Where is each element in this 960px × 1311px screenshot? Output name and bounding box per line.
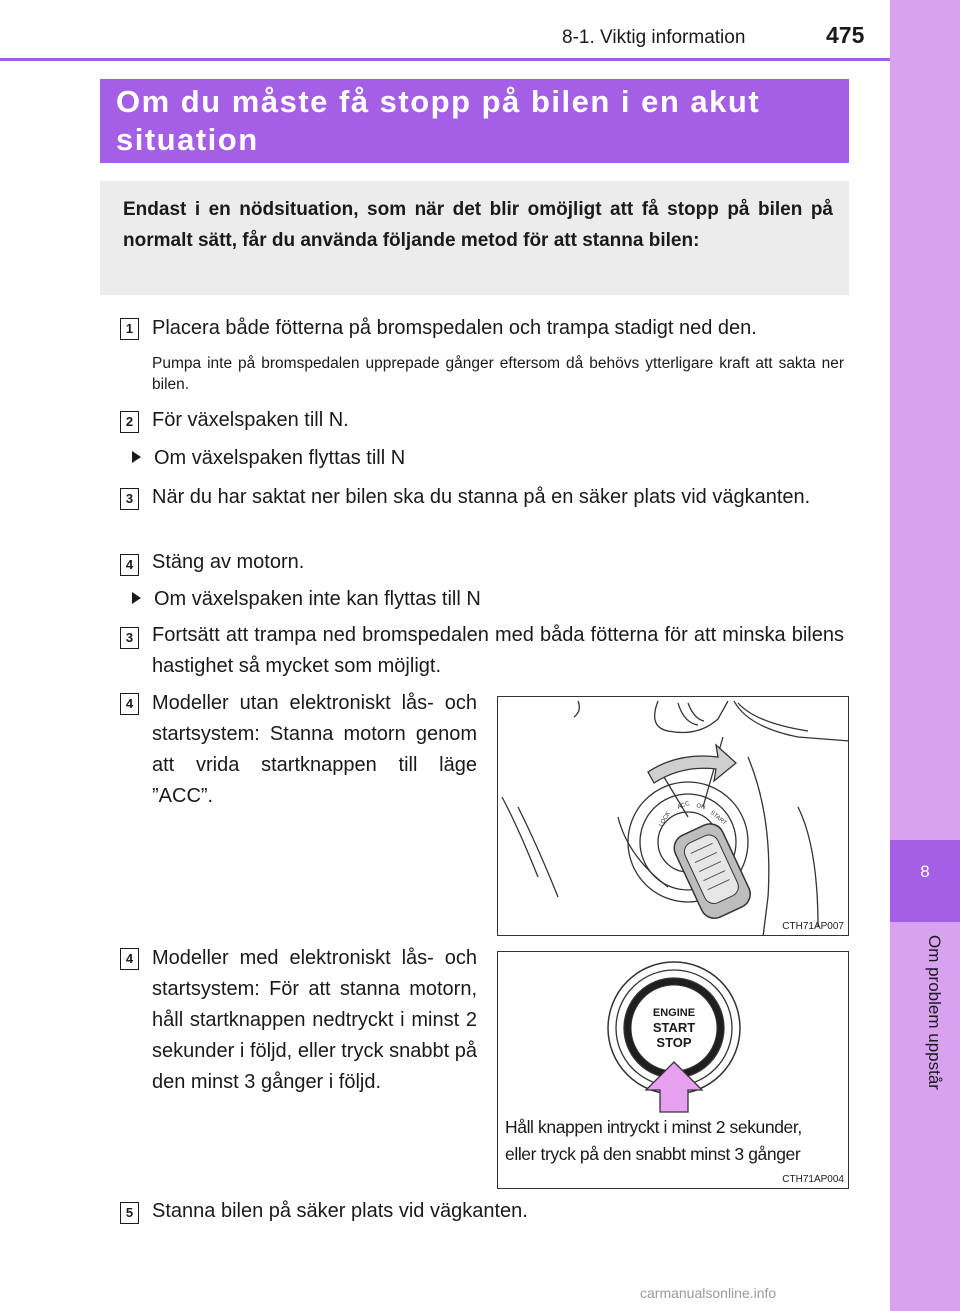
step-text: För växelspaken till N. [152, 409, 349, 431]
page-title: Om du måste få stopp på bilen i en akut situation [116, 84, 761, 157]
step-number: 5 [120, 1202, 139, 1224]
section-title: 8-1. Viktig information [562, 27, 746, 48]
step-text: Modeller utan elektroniskt lås- och startsystem: Stanna motorn genom att vrida startknappen till läge ”ACC”. [152, 692, 477, 807]
step-number: 2 [120, 411, 139, 433]
step-number: 3 [120, 488, 139, 510]
figure-code: CTH71AP004 [782, 1174, 844, 1185]
step-text: När du har saktat ner bilen ska du stanna på en säker plats vid vägkanten. [152, 486, 811, 508]
figure-caption-line: eller tryck på den snabbt minst 3 gånger [505, 1144, 801, 1164]
header-divider [0, 58, 890, 61]
intro-box [100, 181, 849, 295]
step-note: Pumpa inte på bromspedalen upprepade gånger eftersom då behövs ytterligare kraft att sakta ner bilen. [152, 355, 844, 393]
svg-text:ON: ON [695, 803, 706, 812]
svg-text:START: START [708, 809, 728, 827]
rotate-arrow-icon [648, 745, 736, 783]
step-number: 4 [120, 554, 139, 576]
svg-text:START: START [652, 1020, 696, 1035]
bullet-text: Om växelspaken flyttas till N [154, 447, 406, 469]
svg-text:STOP: STOP [656, 1035, 692, 1050]
arrow-bullet-icon [132, 451, 141, 463]
figure-code: CTH71AP007 [782, 921, 844, 932]
step-text: Placera både fötterna på bromspedalen och trampa stadigt ned den. [152, 317, 757, 339]
step-number: 4 [120, 948, 139, 970]
bullet-heading [130, 444, 405, 472]
intro-text: Endast i en nödsituation, som när det blir omöjligt att få stopp på bilen på normalt sätt, får du använda följande metod för att stanna bilen: [123, 199, 833, 251]
engine-start-stop-figure [497, 951, 849, 1189]
chapter-title: Om problem uppstår [925, 935, 944, 1090]
bullet-heading [130, 585, 481, 613]
step-text: Fortsätt att trampa ned bromspedalen med båda fötterna för att minska bilens hastighet så mycket som möjligt. [152, 624, 844, 677]
heading-box [100, 79, 849, 163]
figure-caption-line: Håll knappen intryckt i minst 2 sekunder, [505, 1117, 802, 1137]
step-number: 1 [120, 318, 139, 340]
step-number: 4 [120, 693, 139, 715]
svg-text:ACC: ACC [676, 800, 691, 811]
step-number: 3 [120, 627, 139, 649]
ignition-key-illustration [498, 697, 849, 936]
step-text: Stäng av motorn. [152, 551, 305, 573]
step-text: Modeller med elektroniskt lås- och startsystem: För att stanna motorn, håll startknappen nedtryckt i minst 2 sekunder i följd, eller tryck snabbt på den minst 3 gånger i följd. [152, 947, 477, 1093]
arrow-bullet-icon [132, 592, 141, 604]
chapter-number: 8 [920, 862, 930, 881]
bullet-text: Om växelspaken inte kan flyttas till N [154, 588, 481, 610]
svg-text:LOCK: LOCK [658, 810, 672, 828]
svg-text:ENGINE: ENGINE [652, 1007, 696, 1019]
ignition-key-figure [497, 696, 849, 936]
watermark: carmanualsonline.info [640, 1285, 777, 1301]
step-text: Stanna bilen på säker plats vid vägkanten. [152, 1200, 528, 1222]
page-number: 475 [826, 22, 865, 48]
